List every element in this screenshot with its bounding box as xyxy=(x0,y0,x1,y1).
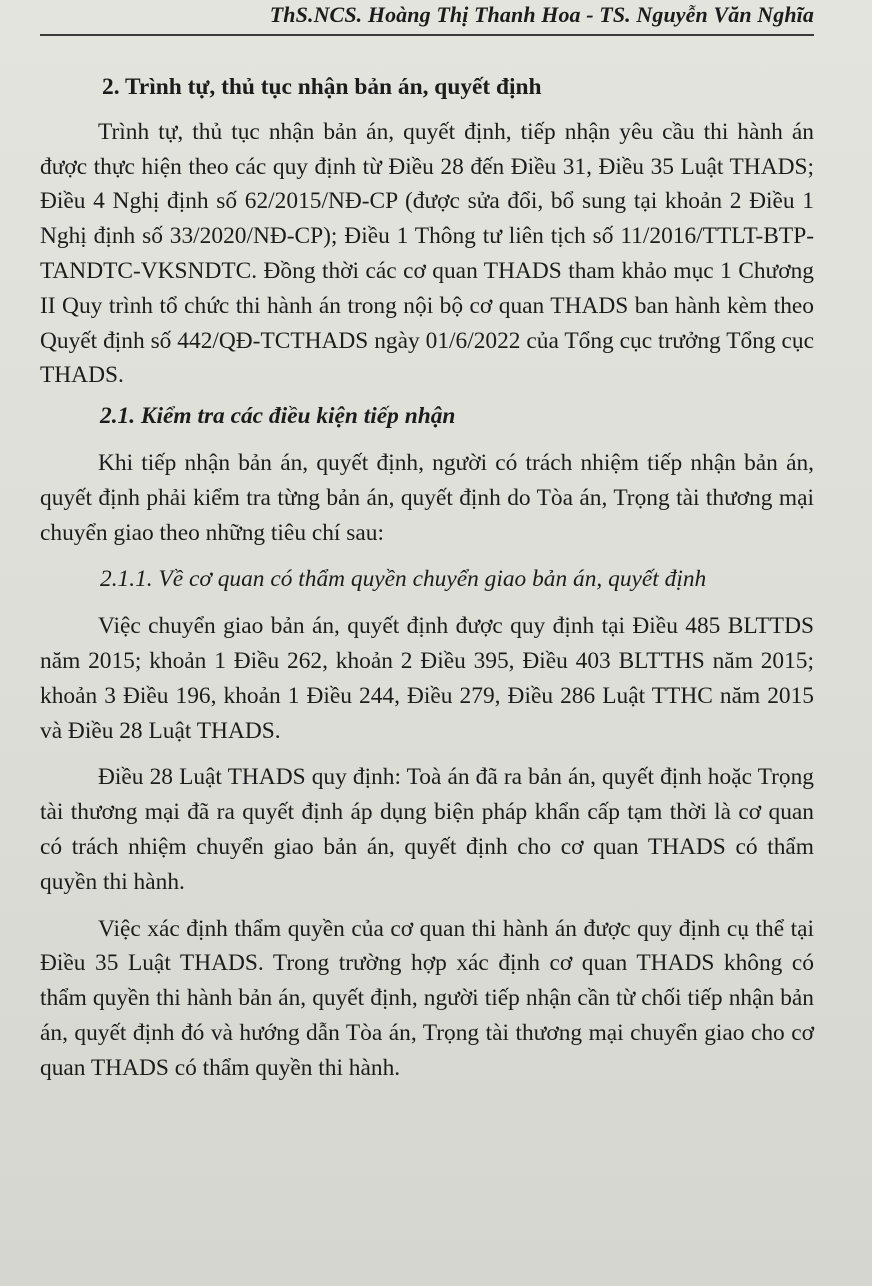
subsection-intro-paragraph: Khi tiếp nhận bản án, quyết định, người có trách nhiệm tiếp nhận bản án, quyết định phải kiểm tra từng bản án, quyết định do Tòa án, Trọng tài thương mại chuyển giao theo những tiêu chí sau: xyxy=(40,449,814,546)
page-body xyxy=(40,70,814,1086)
subsubsection-heading: 2.1.1. Về cơ quan có thẩm quyền chuyển giao bản án, quyết định xyxy=(100,566,707,593)
subsection-heading: 2.1. Kiểm tra các điều kiện tiếp nhận xyxy=(100,403,456,430)
body-paragraph: Việc chuyển giao bản án, quyết định được quy định tại Điều 485 BLTTDS năm 2015; khoản 1 Điều 262, khoản 2 Điều 395, Điều 403 BLTTHS năm 2015; khoản 3 Điều 196, khoản 1 Điều 244, Điều 279, Điều 286 Luật TTHC năm 2015 và Điều 28 Luật THADS. xyxy=(40,613,814,744)
section-heading: 2. Trình tự, thủ tục nhận bản án, quyết định xyxy=(102,74,542,100)
body-paragraph: Việc xác định thẩm quyền của cơ quan thi hành án được quy định cụ thể tại Điều 35 Luật THADS. Trong trường hợp xác định cơ quan THADS không có thẩm quyền thi hành bản án, quyết định, người tiếp nhận cần từ chối tiếp nhận bản án, quyết định đó và hướng dẫn Tòa án, Trọng tài thương mại chuyển giao cho cơ quan THADS có thẩm quyền thi hành. xyxy=(40,915,814,1081)
body-paragraph: Điều 28 Luật THADS quy định: Toà án đã ra bản án, quyết định hoặc Trọng tài thương mại đã ra quyết định áp dụng biện pháp khẩn cấp tạm thời là cơ quan có trách nhiệm chuyển giao bản án, quyết định cho cơ quan THADS có thẩm quyền thi hành. xyxy=(40,764,814,895)
header-authors: ThS.NCS. Hoàng Thị Thanh Hoa - TS. Nguyễn Văn Nghĩa xyxy=(269,2,814,27)
running-header xyxy=(40,0,814,36)
section-intro-paragraph: Trình tự, thủ tục nhận bản án, quyết định, tiếp nhận yêu cầu thi hành án được thực hiện theo các quy định từ Điều 28 đến Điều 31, Điều 35 Luật THADS; Điều 4 Nghị định số 62/2015/NĐ-CP (được sửa đổi, bổ sung tại khoản 2 Điều 1 Nghị định số 33/2020/NĐ-CP); Điều 1 Thông tư liên tịch số 11/2016/TTLT-BTP-TANDTC-VKSNDTC. Đồng thời các cơ quan THADS tham khảo mục 1 Chương II Quy trình tổ chức thi hành án trong nội bộ cơ quan THADS ban hành kèm theo Quyết định số 442/QĐ-TCTHADS ngày 01/6/2022 của Tổng cục trưởng Tổng cục THADS. xyxy=(40,118,814,389)
